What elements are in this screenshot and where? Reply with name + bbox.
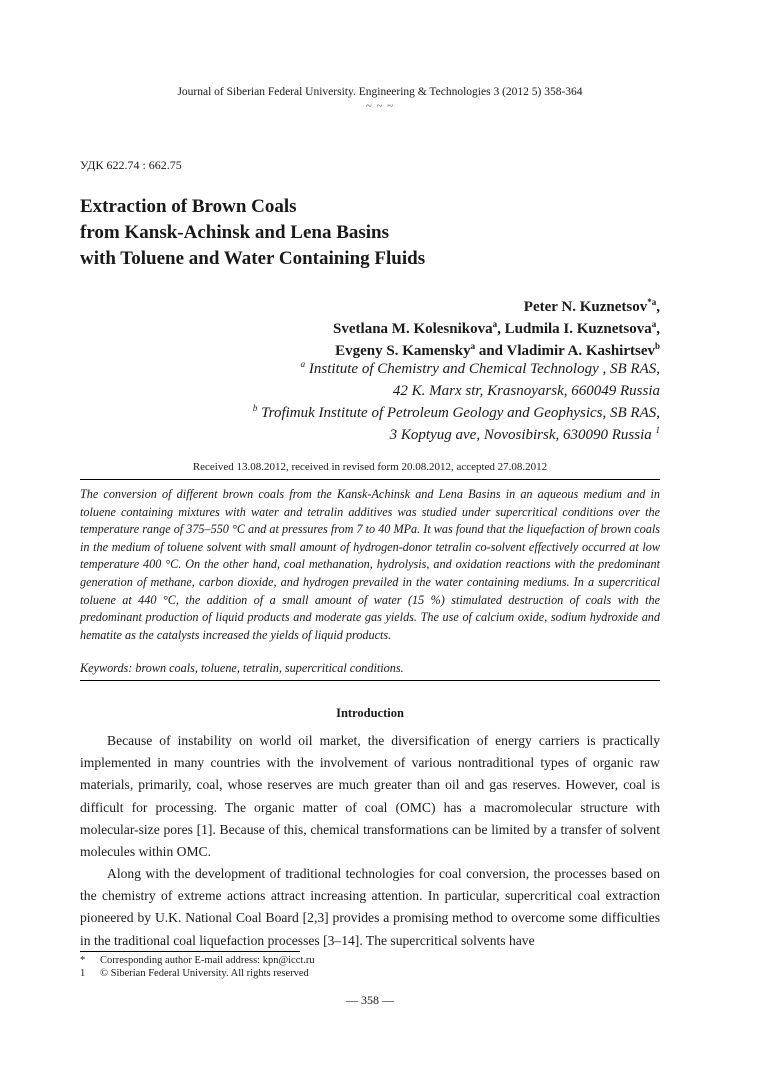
paragraph-text: Because of instability on world oil market, the diversification of energy carriers is practically implemented in many countries with the involvement of various nontraditional types of organic raw materials, primarily, coal, whose reserves are much greater than oil and gas reserves. However, coal is difficult for processing. The organic matter of coal (OMC) has a macromolecular structure with molecular-size pores [1]. Because of this, chemical transformations can be limited by a transfer of solvent molecules within OMC. (80, 733, 660, 860)
author-line-1: Peter N. Kuznetsov$^{*a}$, (523, 297, 660, 315)
paragraph-2 (80, 863, 660, 952)
keywords: Keywords: brown coals, toluene, tetralin, supercritical conditions. (80, 661, 404, 675)
footnote-2 (80, 967, 309, 980)
abstract-bottom-rule (80, 680, 660, 681)
author-list (333, 296, 660, 362)
affiliation-b-line-2: 3 Koptyug ave, Novosibirsk, 630090 Russia $^1$ (389, 425, 660, 443)
affiliations (253, 358, 660, 446)
author-name: Evgeny S. Kamensky (335, 343, 471, 359)
abstract: The conversion of different brown coals from the Kansk-Achinsk and Lena Basins in an aqueous medium and in toluene containing mixtures with water and tetralin additives was studied under supercritical conditions over the temperature range of 375–550 °C and at pressures from 7 to 40 MPa. It was found that the liquefaction of brown coals in the medium of toluene solvent with small amount of hydrogen-donor tetralin co-solvent effectively occurred at low temperature 400 °C. On the other hand, coal methanation, hydrolysis, and oxidation reactions with the predominant generation of methane, carbon dioxide, and hydrogen prevailed in the water containing mediums. In a supercritical toluene at 440 °C, the addition of a small amount of water (15 %) stimulated destruction of coals with the predominant production of liquid products and moderate gas yields. The use of calcium oxide, sodium hydroxide and hematite as the catalysts increased the yields of liquid products. (80, 487, 660, 642)
footnote-mark: 1 (655, 425, 660, 435)
paragraph-text: Along with the development of traditional technologies for coal conversion, the processes based on the chemistry of extreme actions attract increasing attention. In particular, supercritical coal extraction pioneered by U.K. National Coal Board [2,3] provides a promising method to overcome some difficulties in the traditional coal liquefaction processes [3–14]. The supercritical solvents have (80, 866, 660, 948)
footnote-1 (80, 954, 315, 967)
author-name: Ludmila I. Kuznetsova (504, 321, 652, 337)
author-affiliation-mark: a (492, 319, 498, 329)
author-affiliation-mark: a (470, 341, 476, 351)
section-heading: Introduction (336, 706, 404, 720)
header-separator: ~ ~ ~ (365, 100, 395, 112)
author-name: Vladimir A. Kashirtsev (506, 343, 655, 359)
journal-header: Journal of Siberian Federal University. Engineering & Technologies 3 (2012 5) 358-364 (177, 86, 583, 98)
affiliation-a-line-2: 42 K. Marx str, Krasnoyarsk, 660049 Russia (392, 383, 660, 399)
received-dates: Received 13.08.2012, received in revised form 20.08.2012, accepted 27.08.2012 (192, 461, 548, 473)
title-line-3: with Toluene and Water Containing Fluids (80, 248, 426, 269)
author-name: Svetlana M. Kolesnikova (333, 321, 493, 337)
footnote-text: © Siberian Federal University. All rights reserved (100, 968, 309, 979)
title-line-1: Extraction of Brown Coals (80, 196, 297, 217)
udk-code: УДК 622.74 : 662.75 (80, 158, 182, 172)
footnote-text: Corresponding author E-mail address: kpn@icct.ru (100, 955, 315, 966)
footnote-mark: * (80, 955, 86, 966)
paragraph-1 (80, 730, 660, 863)
author-affiliation-mark: a (651, 319, 657, 329)
author-name: Peter N. Kuznetsov (523, 299, 648, 315)
author-line-2: Svetlana M. Kolesnikova$^a$, Ludmila I. Kuznetsova$^a$, (333, 319, 660, 337)
author-affiliation-mark: b (654, 341, 660, 351)
author-line-3: Evgeny S. Kamensky$^a$ and Vladimir A. Kashirtsev$^b$ (335, 341, 660, 359)
abstract-top-rule (80, 479, 660, 480)
paper-title (80, 194, 680, 272)
affiliation-a-line-1: $^a$ Institute of Chemistry and Chemical Technology , SB RAS, (300, 359, 660, 377)
author-affiliation-mark: *a (647, 297, 657, 307)
footnote-rule (80, 951, 300, 952)
affiliation-b-line-1: $^b$ Trofimuk Institute of Petroleum Geology and Geophysics, SB RAS, (252, 403, 660, 421)
page-number: — 358 — (346, 993, 394, 1007)
footnote-mark: 1 (80, 968, 86, 979)
title-line-2: from Kansk-Achinsk and Lena Basins (80, 222, 390, 243)
